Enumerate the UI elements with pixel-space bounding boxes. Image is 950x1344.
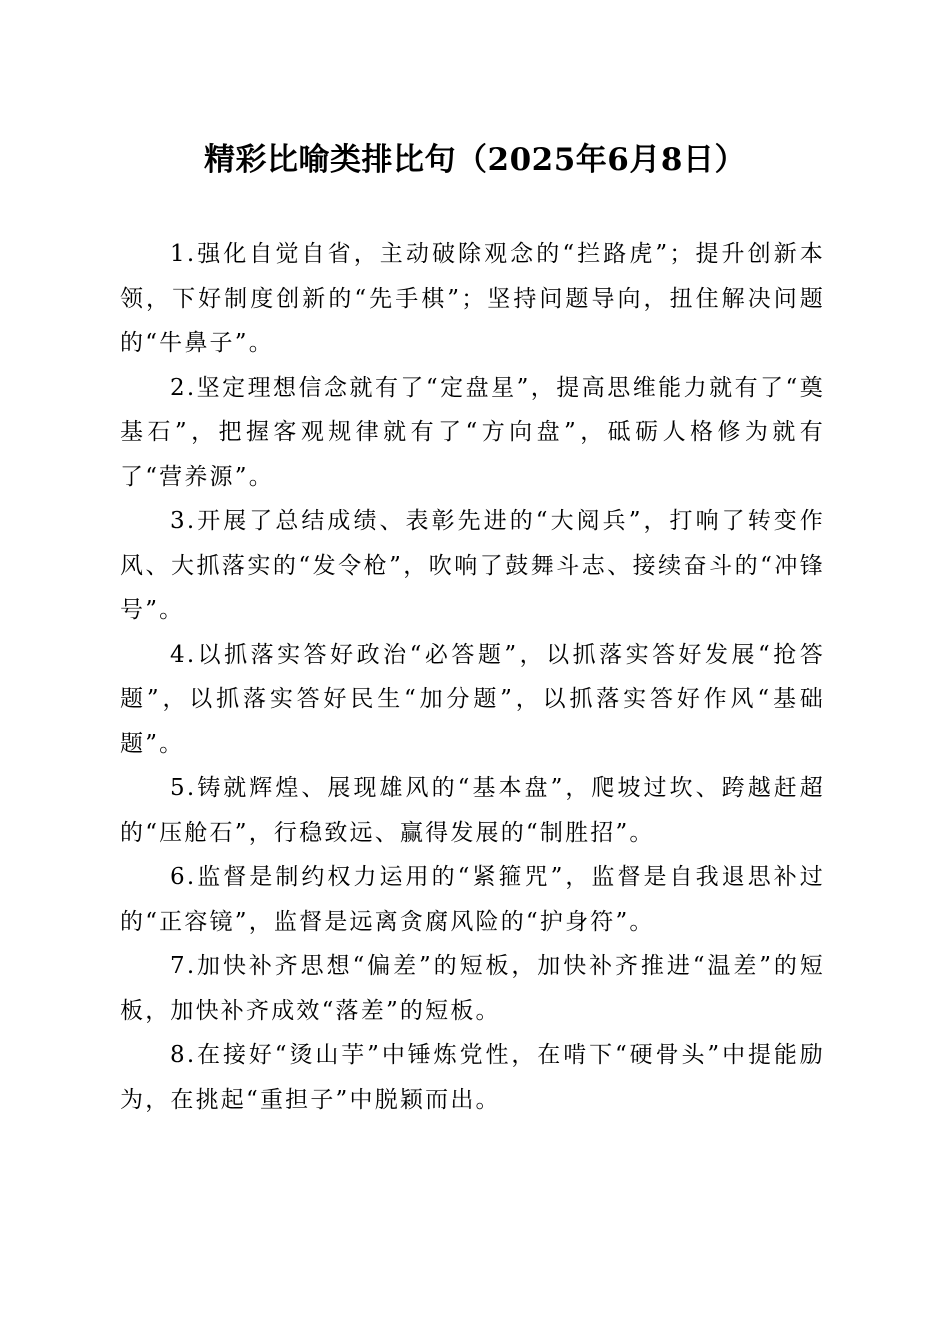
paragraph-3: 3.开展了总结成绩、表彰先进的“大阅兵”，打响了转变作风、大抓落实的“发令枪”，吹响了鼓舞斗志、接续奋斗的“冲锋号”。 [120, 508, 825, 623]
paragraph-5: 5.铸就辉煌、展现雄风的“基本盘”，爬坡过坎、跨越赶超的“压舱石”，行稳致远、赢得发展的“制胜招”。 [120, 775, 825, 846]
paragraph-8: 8.在接好“烫山芋”中锤炼党性，在啃下“硬骨头”中提能励为，在挑起“重担子”中脱颖而出。 [120, 1042, 825, 1113]
paragraph-1: 1.强化自觉自省，主动破除观念的“拦路虎”；提升创新本领，下好制度创新的“先手棋”；坚持问题导向，扭住解决问题的“牛鼻子”。 [120, 241, 825, 356]
paragraph-2: 2.坚定理想信念就有了“定盘星”，提高思维能力就有了“奠基石”，把握客观规律就有了“方向盘”，砥砺人格修为就有了“营养源”。 [120, 374, 825, 490]
document-title: 精彩比喻类排比句（2025年6月8日） [204, 142, 746, 178]
paragraph-4: 4.以抓落实答好政治“必答题”，以抓落实答好发展“抢答题”，以抓落实答好民生“加分题”，以抓落实答好作风“基础题”。 [120, 641, 825, 757]
paragraph-7: 7.加快补齐思想“偏差”的短板，加快补齐推进“温差”的短板，加快补齐成效“落差”的短板。 [120, 953, 825, 1024]
paragraph-6: 6.监督是制约权力运用的“紧箍咒”，监督是自我退思补过的“正容镜”，监督是远离贪腐风险的“护身符”。 [120, 864, 825, 935]
document-body [120, 232, 825, 1122]
